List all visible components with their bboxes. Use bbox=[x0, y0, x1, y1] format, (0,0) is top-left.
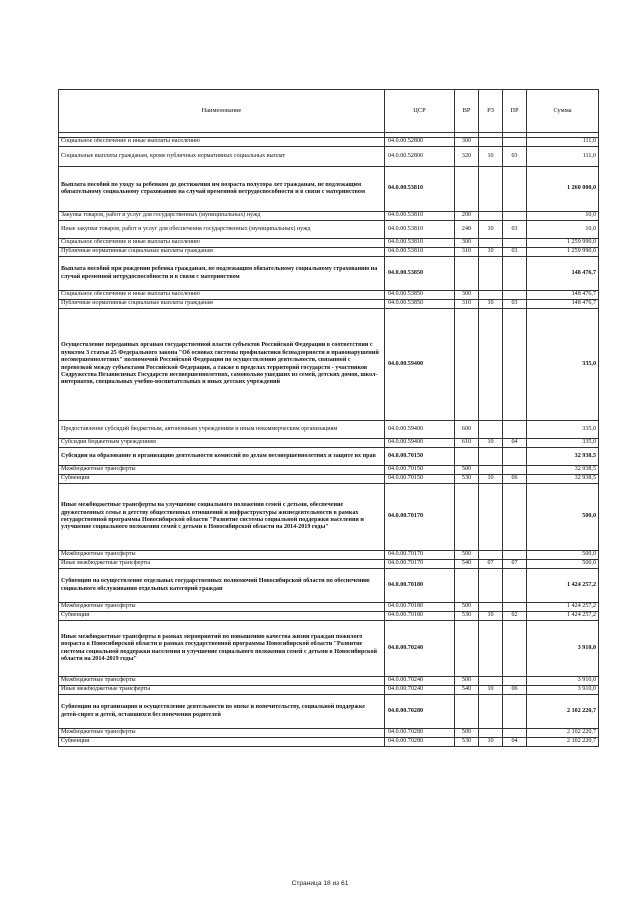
cell-sum: 32 938,5 bbox=[527, 475, 599, 484]
table-row bbox=[59, 221, 599, 239]
cell-pr: 04 bbox=[503, 738, 527, 747]
table-row bbox=[59, 239, 599, 248]
cell-vr bbox=[455, 484, 479, 551]
cell-sum: 1 424 257,2 bbox=[527, 612, 599, 621]
table-row bbox=[59, 677, 599, 686]
cell-csr: 04.0.00.70150 bbox=[385, 448, 455, 466]
cell-pr bbox=[503, 421, 527, 439]
table-row bbox=[59, 309, 599, 421]
cell-vr: 540 bbox=[455, 560, 479, 569]
cell-name: Субвенции на осуществление отдельных государственных полномочий Новосибирской области по обеспечению социального обслуживания отдельных категорий граждан bbox=[59, 569, 385, 603]
cell-sum: 2 102 220,7 bbox=[527, 695, 599, 729]
cell-name: Иные межбюджетные трансферты bbox=[59, 686, 385, 695]
table-row bbox=[59, 421, 599, 439]
cell-csr: 04.0.00.59400 bbox=[385, 439, 455, 448]
cell-csr: 04.0.00.70180 bbox=[385, 569, 455, 603]
table-row bbox=[59, 551, 599, 560]
cell-csr: 04.0.00.59400 bbox=[385, 421, 455, 439]
cell-sum: 111,0 bbox=[527, 147, 599, 167]
cell-rz: 10 bbox=[479, 439, 503, 448]
cell-csr: 04.0.00.70180 bbox=[385, 603, 455, 612]
cell-csr: 04.0.00.53810 bbox=[385, 167, 455, 212]
cell-vr: 300 bbox=[455, 291, 479, 300]
cell-name: Межбюджетные трансферты bbox=[59, 466, 385, 475]
cell-name: Социальное обеспечение и иные выплаты населению bbox=[59, 138, 385, 147]
cell-sum: 1 259 990,0 bbox=[527, 248, 599, 257]
cell-rz: 07 bbox=[479, 560, 503, 569]
table-row bbox=[59, 729, 599, 738]
cell-vr: 500 bbox=[455, 551, 479, 560]
cell-sum: 10,0 bbox=[527, 212, 599, 221]
cell-csr: 04.0.00.70240 bbox=[385, 621, 455, 677]
table-row bbox=[59, 439, 599, 448]
cell-sum: 3 910,0 bbox=[527, 677, 599, 686]
cell-sum: 335,0 bbox=[527, 309, 599, 421]
cell-sum: 2 102 220,7 bbox=[527, 729, 599, 738]
cell-sum: 148 476,7 bbox=[527, 300, 599, 309]
table-row bbox=[59, 466, 599, 475]
cell-sum: 500,0 bbox=[527, 560, 599, 569]
cell-vr bbox=[455, 569, 479, 603]
cell-sum: 335,0 bbox=[527, 421, 599, 439]
cell-name: Субсидии на образование и организацию деятельности комиссий по делам несовершеннолетних и защите их прав bbox=[59, 448, 385, 466]
cell-vr: 530 bbox=[455, 738, 479, 747]
cell-rz: 10 bbox=[479, 686, 503, 695]
cell-pr: 06 bbox=[503, 686, 527, 695]
cell-vr: 310 bbox=[455, 300, 479, 309]
cell-name: Субвенции bbox=[59, 738, 385, 747]
cell-vr: 310 bbox=[455, 248, 479, 257]
cell-csr: 04.0.00.53850 bbox=[385, 300, 455, 309]
table-row bbox=[59, 291, 599, 300]
cell-sum: 10,0 bbox=[527, 221, 599, 239]
cell-csr: 04.0.00.70150 bbox=[385, 475, 455, 484]
cell-vr: 320 bbox=[455, 147, 479, 167]
cell-pr bbox=[503, 167, 527, 212]
cell-name: Публичные нормативные социальные выплаты гражданам bbox=[59, 300, 385, 309]
cell-name: Социальные выплаты гражданам, кроме публичных нормативных социальных выплат bbox=[59, 147, 385, 167]
cell-rz bbox=[479, 551, 503, 560]
cell-vr: 300 bbox=[455, 239, 479, 248]
cell-pr bbox=[503, 484, 527, 551]
table-row bbox=[59, 621, 599, 677]
cell-vr bbox=[455, 309, 479, 421]
cell-csr: 04.0.00.70280 bbox=[385, 695, 455, 729]
header-sum: Сумма bbox=[527, 90, 599, 133]
cell-pr: 04 bbox=[503, 439, 527, 448]
cell-name: Межбюджетные трансферты bbox=[59, 677, 385, 686]
cell-name: Публичные нормативные социальные выплаты гражданам bbox=[59, 248, 385, 257]
cell-rz bbox=[479, 239, 503, 248]
cell-sum: 148 476,7 bbox=[527, 291, 599, 300]
cell-csr: 04.0.00.70280 bbox=[385, 729, 455, 738]
cell-name: Социальное обеспечение и иные выплаты населению bbox=[59, 239, 385, 248]
cell-rz bbox=[479, 466, 503, 475]
cell-rz: 10 bbox=[479, 612, 503, 621]
header-rz: РЗ bbox=[479, 90, 503, 133]
table-header-row bbox=[59, 90, 599, 133]
cell-name: Субвенции bbox=[59, 612, 385, 621]
cell-csr: 04.0.00.53810 bbox=[385, 248, 455, 257]
table-row bbox=[59, 248, 599, 257]
header-name: Наименование bbox=[59, 90, 385, 133]
cell-name: Иные межбюджетные трансферты на улучшение социального положения семей с детьми, обеспечение дружественных семье и детству общественных отношений и инфраструктуры жизнедеятельности в рамках государственной программы Новосибирской области "Развитие системы социальной поддержки населения и улучшение социального положения семей с детьми в Новосибирской области на 2014-2019 годы" bbox=[59, 484, 385, 551]
cell-vr: 300 bbox=[455, 138, 479, 147]
cell-vr bbox=[455, 167, 479, 212]
table-row bbox=[59, 603, 599, 612]
cell-csr: 04.0.00.70240 bbox=[385, 677, 455, 686]
table-row bbox=[59, 475, 599, 484]
cell-name: Субвенции bbox=[59, 475, 385, 484]
cell-rz bbox=[479, 448, 503, 466]
cell-vr bbox=[455, 621, 479, 677]
cell-rz bbox=[479, 603, 503, 612]
table-row bbox=[59, 138, 599, 147]
cell-rz: 10 bbox=[479, 475, 503, 484]
table-row bbox=[59, 695, 599, 729]
cell-pr: 07 bbox=[503, 560, 527, 569]
cell-sum: 32 938,5 bbox=[527, 448, 599, 466]
cell-pr bbox=[503, 466, 527, 475]
header-csr: ЦСР bbox=[385, 90, 455, 133]
cell-rz: 10 bbox=[479, 300, 503, 309]
cell-vr: 500 bbox=[455, 466, 479, 475]
cell-name: Осуществление переданных органам государственной власти субъектов Российской Федерации в соответствии с пунктом 3 статьи 25 Федерального закона "Об основах системы профилактики безнадзорности и правонарушений несовершеннолетних" полномочий Российской Федерации по осуществлению деятельности, связанной с перевозкой между субъектами Российской Федерации, а также в пределах территорий государств - участников Содружества Независимых Государств несовершеннолетних, самовольно ушедших из семей, детских домов, школ-интернатов, специальных учебно-воспитательных и иных детских учреждений bbox=[59, 309, 385, 421]
cell-vr: 530 bbox=[455, 475, 479, 484]
cell-pr bbox=[503, 291, 527, 300]
cell-pr bbox=[503, 621, 527, 677]
cell-sum: 32 938,5 bbox=[527, 466, 599, 475]
cell-name: Иные межбюджетные трансферты в рамках мероприятий по повышению качества жизни граждан пожилого возраста в Новосибирской области в рамках государственной программы Новосибирской области "Развитие системы социальной поддержки населения и улучшение социального положения семей с детьми в Новосибирской области на 2014-2019 годы" bbox=[59, 621, 385, 677]
cell-sum: 500,0 bbox=[527, 484, 599, 551]
cell-rz bbox=[479, 309, 503, 421]
table-row bbox=[59, 212, 599, 221]
table-row bbox=[59, 147, 599, 167]
page-number: Страница 18 из 61 bbox=[291, 880, 349, 887]
cell-name: Иные межбюджетные трансферты bbox=[59, 560, 385, 569]
cell-pr bbox=[503, 309, 527, 421]
cell-csr: 04.0.00.70170 bbox=[385, 560, 455, 569]
cell-pr: 03 bbox=[503, 147, 527, 167]
table-body bbox=[59, 138, 599, 747]
cell-rz bbox=[479, 621, 503, 677]
cell-pr bbox=[503, 695, 527, 729]
cell-csr: 04.0.00.53850 bbox=[385, 257, 455, 291]
table-row bbox=[59, 560, 599, 569]
cell-csr: 04.0.00.53810 bbox=[385, 212, 455, 221]
cell-name: Межбюджетные трансферты bbox=[59, 551, 385, 560]
cell-vr: 500 bbox=[455, 677, 479, 686]
cell-vr: 200 bbox=[455, 212, 479, 221]
cell-pr: 03 bbox=[503, 300, 527, 309]
cell-pr bbox=[503, 138, 527, 147]
cell-csr: 04.0.00.53810 bbox=[385, 239, 455, 248]
cell-name: Социальное обеспечение и иные выплаты населению bbox=[59, 291, 385, 300]
cell-sum: 1 424 257,2 bbox=[527, 603, 599, 612]
cell-name: Межбюджетные трансферты bbox=[59, 729, 385, 738]
cell-csr: 04.0.00.70240 bbox=[385, 686, 455, 695]
cell-sum: 3 910,0 bbox=[527, 621, 599, 677]
cell-sum: 335,0 bbox=[527, 439, 599, 448]
cell-vr bbox=[455, 695, 479, 729]
cell-vr: 240 bbox=[455, 221, 479, 239]
table-row bbox=[59, 686, 599, 695]
cell-rz bbox=[479, 677, 503, 686]
cell-pr bbox=[503, 212, 527, 221]
table-row bbox=[59, 300, 599, 309]
cell-pr: 03 bbox=[503, 248, 527, 257]
cell-vr bbox=[455, 257, 479, 291]
cell-name: Предоставление субсидий бюджетным, автономным учреждениям и иным некоммерческим организациям bbox=[59, 421, 385, 439]
cell-csr: 04.0.00.59400 bbox=[385, 309, 455, 421]
cell-pr bbox=[503, 448, 527, 466]
table-row bbox=[59, 569, 599, 603]
table-row bbox=[59, 738, 599, 747]
table-row bbox=[59, 167, 599, 212]
cell-pr bbox=[503, 729, 527, 738]
budget-table bbox=[58, 89, 599, 747]
cell-rz bbox=[479, 729, 503, 738]
table-row bbox=[59, 257, 599, 291]
cell-vr: 500 bbox=[455, 603, 479, 612]
cell-sum: 3 910,0 bbox=[527, 686, 599, 695]
cell-vr: 610 bbox=[455, 439, 479, 448]
cell-sum: 1 424 257,2 bbox=[527, 569, 599, 603]
cell-csr: 04.0.00.70180 bbox=[385, 612, 455, 621]
cell-vr: 600 bbox=[455, 421, 479, 439]
cell-rz: 10 bbox=[479, 221, 503, 239]
cell-sum: 1 260 000,0 bbox=[527, 167, 599, 212]
cell-sum: 2 102 220,7 bbox=[527, 738, 599, 747]
cell-name: Выплата пособий по уходу за ребенком до достижения им возраста полутора лет гражданам, не подлежащим обязательному социальному страхованию на случай временной нетрудоспособности и в связи с материнством bbox=[59, 167, 385, 212]
cell-pr bbox=[503, 257, 527, 291]
cell-pr: 06 bbox=[503, 475, 527, 484]
cell-pr bbox=[503, 569, 527, 603]
cell-rz: 10 bbox=[479, 147, 503, 167]
cell-rz bbox=[479, 257, 503, 291]
cell-sum: 148 476,7 bbox=[527, 257, 599, 291]
cell-csr: 04.0.00.70170 bbox=[385, 484, 455, 551]
cell-name: Выплата пособий при рождении ребенка гражданам, не подлежащим обязательному социальному страхованию на случай временной нетрудоспособности и в связи с материнством bbox=[59, 257, 385, 291]
cell-name: Межбюджетные трансферты bbox=[59, 603, 385, 612]
cell-pr bbox=[503, 603, 527, 612]
cell-csr: 04.0.00.53810 bbox=[385, 221, 455, 239]
cell-csr: 04.0.00.53850 bbox=[385, 291, 455, 300]
cell-vr bbox=[455, 448, 479, 466]
cell-rz: 10 bbox=[479, 738, 503, 747]
cell-rz bbox=[479, 569, 503, 603]
cell-name: Субсидии бюджетным учреждениям bbox=[59, 439, 385, 448]
cell-vr: 540 bbox=[455, 686, 479, 695]
cell-pr: 02 bbox=[503, 612, 527, 621]
cell-rz bbox=[479, 167, 503, 212]
cell-rz bbox=[479, 212, 503, 221]
cell-pr bbox=[503, 551, 527, 560]
cell-rz bbox=[479, 695, 503, 729]
cell-name: Субвенции на организацию и осуществление деятельности по опеке и попечительству, социальной поддержке детей-сирот и детей, оставшихся без попечения родителей bbox=[59, 695, 385, 729]
cell-csr: 04.0.00.52800 bbox=[385, 147, 455, 167]
cell-rz bbox=[479, 138, 503, 147]
cell-csr: 04.0.00.70150 bbox=[385, 466, 455, 475]
header-pr: ПР bbox=[503, 90, 527, 133]
cell-sum: 111,0 bbox=[527, 138, 599, 147]
table-row bbox=[59, 448, 599, 466]
table-row bbox=[59, 484, 599, 551]
cell-pr bbox=[503, 677, 527, 686]
cell-vr: 500 bbox=[455, 729, 479, 738]
cell-pr: 03 bbox=[503, 221, 527, 239]
cell-name: Закупка товаров, работ и услуг для государственных (муниципальных) нужд bbox=[59, 212, 385, 221]
cell-sum: 1 259 990,0 bbox=[527, 239, 599, 248]
cell-pr bbox=[503, 239, 527, 248]
cell-rz bbox=[479, 291, 503, 300]
cell-csr: 04.0.00.52800 bbox=[385, 138, 455, 147]
header-vr: ВР bbox=[455, 90, 479, 133]
cell-sum: 500,0 bbox=[527, 551, 599, 560]
cell-rz bbox=[479, 421, 503, 439]
cell-csr: 04.0.00.70280 bbox=[385, 738, 455, 747]
cell-vr: 530 bbox=[455, 612, 479, 621]
table-row bbox=[59, 612, 599, 621]
cell-rz: 10 bbox=[479, 248, 503, 257]
cell-csr: 04.0.00.70170 bbox=[385, 551, 455, 560]
cell-name: Иные закупки товаров, работ и услуг для обеспечения государственных (муниципальных) нужд bbox=[59, 221, 385, 239]
cell-rz bbox=[479, 484, 503, 551]
